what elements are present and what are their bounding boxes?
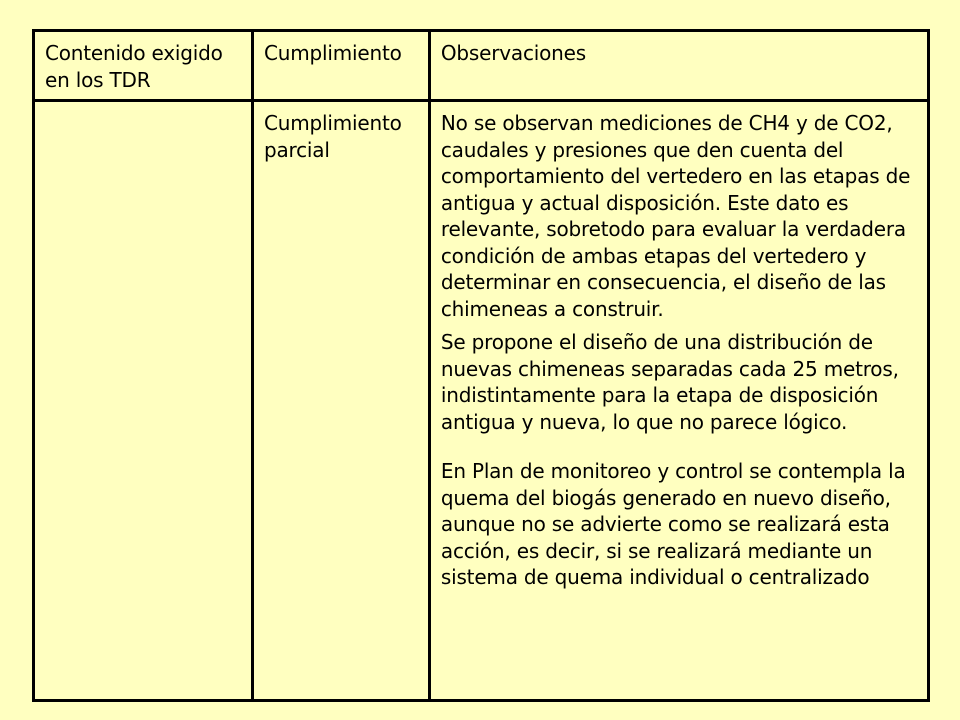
header-observaciones: Observaciones <box>429 31 928 101</box>
observation-paragraph: No se observan mediciones de CH4 y de CO2, caudales y presiones que den cuenta del comportamiento del vertedero en las etapas de antigua y actual disposición. Este dato es relevante, sobretodo para evaluar la verdadera condición de ambas etapas del vertedero y determinar en consecuencia, el diseño de las chimeneas a construir. <box>440 111 911 321</box>
cell-contenido <box>34 101 253 701</box>
observation-paragraph: En Plan de monitoreo y control se contempla la quema del biogás generado en nuevo diseño, aunque no se advierte como se realizará esta acción, es decir, si se realizará mediante un sistema de quema individual o centralizado <box>440 459 906 589</box>
compliance-table <box>32 29 930 702</box>
header-contenido: Contenido exigido en los TDR <box>34 31 253 101</box>
table-row <box>34 101 929 701</box>
observation-paragraph: Se propone el diseño de una distribución de nuevas chimeneas separadas cada 25 metros, indistintamente para la etapa de disposición antigua y nueva, lo que no parece lógico. <box>440 330 899 434</box>
cell-observaciones <box>429 101 928 701</box>
header-cumplimiento: Cumplimiento <box>253 31 430 101</box>
cell-cumplimiento: Cumplimiento parcial <box>253 101 430 701</box>
table-header-row <box>34 31 929 101</box>
